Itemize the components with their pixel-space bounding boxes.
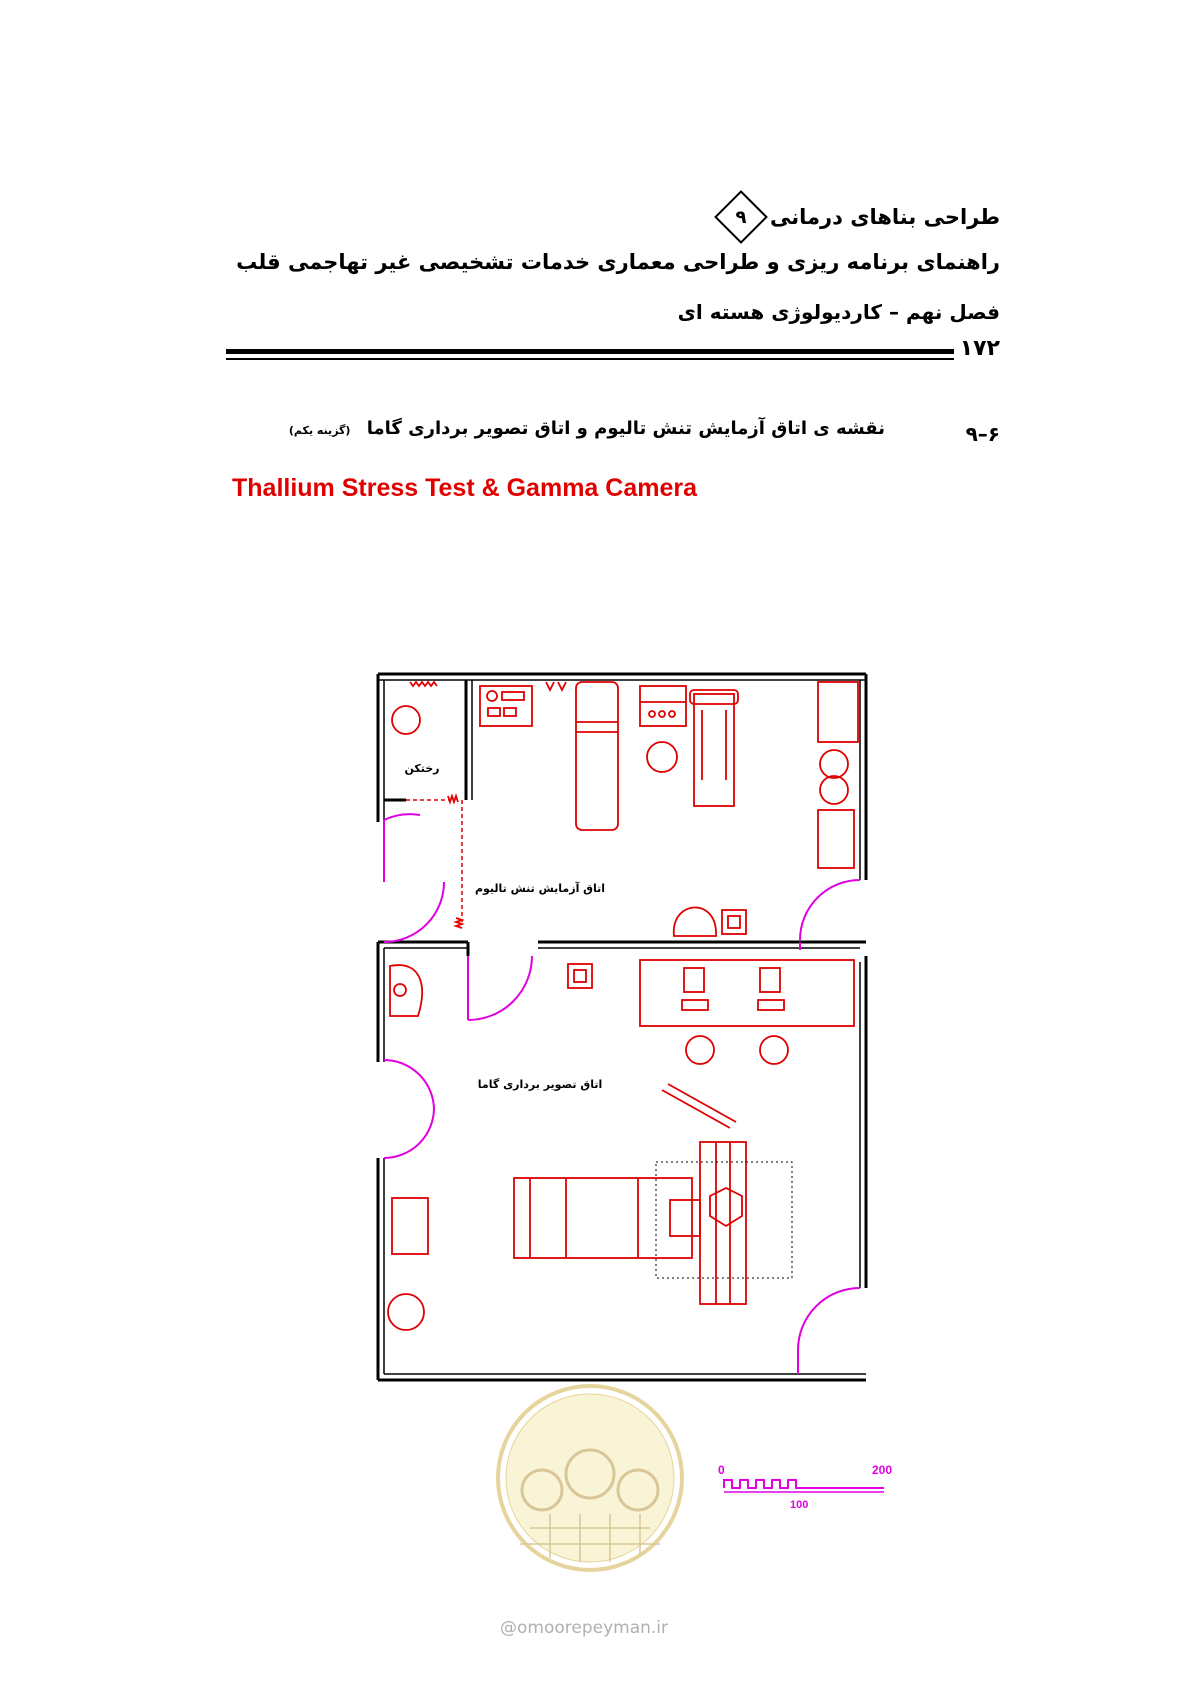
- series-header: [722, 195, 1000, 239]
- figure-caption: [289, 418, 885, 439]
- english-figure-title: Thallium Stress Test & Gamma Camera: [232, 474, 697, 502]
- watermark-seal: [490, 1378, 690, 1578]
- label-thallium-room: اتاق آزمایش تنش تالیوم: [474, 882, 606, 895]
- scale-bar: [714, 1462, 914, 1522]
- figure-number: ۹–۶: [965, 422, 1000, 446]
- gantry-footprint: [656, 1162, 792, 1278]
- series-number: ۹: [735, 206, 747, 228]
- label-gamma-room: اتاق تصویر برداری گاما: [477, 1078, 603, 1091]
- page-number: ۱۷۲: [954, 336, 1000, 361]
- scale-end: 200: [872, 1463, 893, 1477]
- scale-ticks: [724, 1480, 884, 1488]
- watermark-site: @omoorepeyman.ir: [500, 1618, 669, 1638]
- chapter-title: فصل نهم – کاردیولوژی هسته ای: [677, 300, 1000, 324]
- curtain-line: [406, 800, 462, 922]
- header-rule-thin: [226, 358, 956, 360]
- doors: [384, 814, 860, 1374]
- walls: [378, 674, 866, 1380]
- figure-caption-note: (گزینه یکم): [288, 424, 351, 437]
- book-title: راهنمای برنامه ریزی و طراحی معماری خدمات تشخیصی غیر تهاجمی قلب: [236, 250, 1000, 274]
- floor-plan: [370, 660, 890, 1410]
- furniture: [388, 682, 858, 1330]
- label-changing-room: رختکن: [404, 762, 440, 775]
- figure-caption-text: نقشه ی اتاق آزمایش تنش تالیوم و اتاق تصویر برداری گاما: [366, 418, 885, 439]
- series-number-badge: [714, 190, 768, 244]
- scale-start: 0: [718, 1463, 725, 1477]
- header-rule-thick: [226, 349, 956, 354]
- series-title: طراحی بناهای درمانی: [770, 205, 1000, 229]
- scale-mid: 100: [790, 1499, 809, 1511]
